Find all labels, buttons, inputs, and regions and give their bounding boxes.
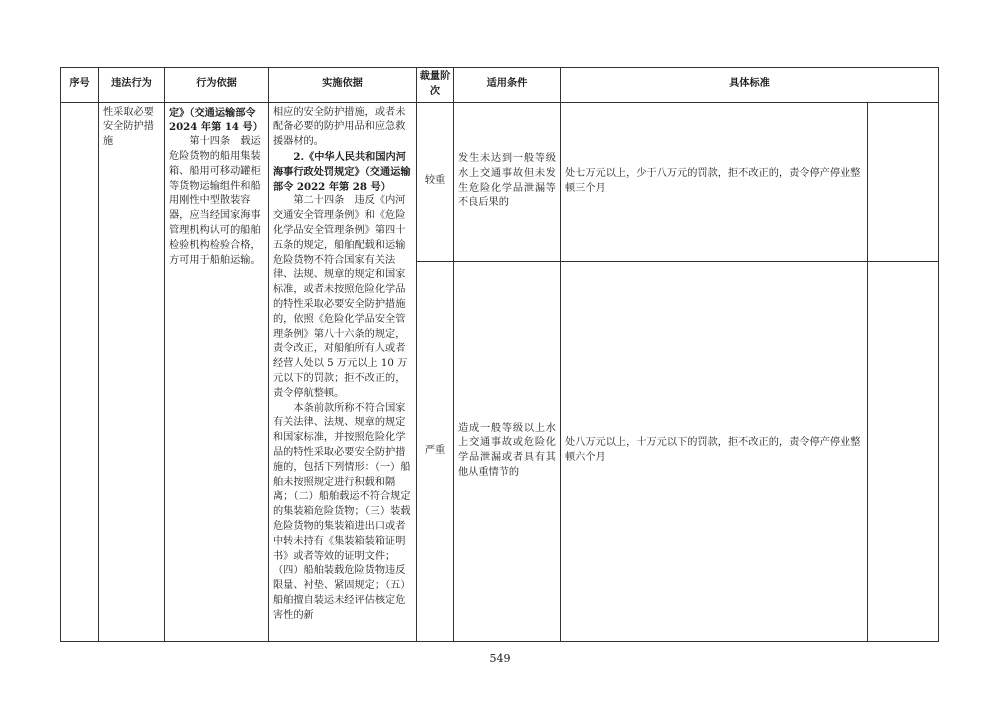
cell-violation: 性采取必要安全防护措施: [99, 102, 165, 641]
cell-standard: 处七万元以上，少于八万元的罚款，拒不改正的，责令停产停业整顿三个月: [561, 102, 868, 261]
header-basis: 行为依据: [165, 68, 269, 103]
table-row: [61, 102, 939, 261]
cell-level: 较重: [417, 102, 454, 261]
impl-heading-2: 2.《中华人民共和国内河海事行政处罚规定》（交通运输部令 2022 年第 28 号）: [273, 150, 411, 193]
cell-basis: [165, 102, 269, 641]
table-header-row: [61, 68, 939, 103]
penalty-standard-table: [60, 67, 939, 642]
basis-heading: 定》（交通运输部令 2024 年第 14 号）: [169, 106, 263, 134]
impl-paragraph-1: 相应的安全防护措施，或者未配备必要的防护用品和应急救援器材的。: [273, 106, 406, 148]
header-seq: 序号: [61, 68, 99, 103]
cell-extra: [868, 102, 939, 261]
page-number: 549: [489, 652, 511, 665]
cell-extra: [868, 261, 939, 641]
cell-level: 严重: [417, 261, 454, 641]
cell-seq: [61, 102, 99, 641]
cell-condition: 发生未达到一般等级水上交通事故但未发生危险化学品泄漏等不良后果的: [454, 102, 561, 261]
cell-condition: 造成一般等级以上水上交通事故或危险化学品泄漏或者具有其他从重情节的: [454, 261, 561, 641]
header-standard: 具体标准: [561, 68, 939, 103]
basis-article: 第十四条 载运危险货物的船用集装箱、船用可移动罐柜等货物运输组件和船用刚性中型散装容器，应当经国家海事管理机构认可的船舶检验机构检验合格，方可用于船舶运输。: [169, 136, 261, 266]
impl-paragraph-2: 第二十四条 违反《内河交通安全管理条例》和《危险化学品安全管理条例》第四十五条的规定，船舶配载和运输危险货物不符合国家有关法律、法规、规章的规定和国家标准，或者未按照危险化学品的特性采取必要安全防护措施的，依照《危险化学品安全管理条例》第八十六条的规定，责令改正，对船舶所有人或者经营人处以 5 万元以上 10 万元以下的罚款；拒不改正的，责令停航整顿。: [273, 195, 408, 399]
cell-standard: 处八万元以上，十万元以下的罚款，拒不改正的，责令停产停业整顿六个月: [561, 261, 868, 641]
header-condition: 适用条件: [454, 68, 561, 103]
header-impl: 实施依据: [269, 68, 417, 103]
impl-paragraph-3: 本条前款所称不符合国家有关法律、法规、规章的规定和国家标准，并按照危险化学品的特性采取必要安全防护措施的，包括下列情形：（一）船舶未按照规定进行积载和隔离；（二）船舶载运不符合规定的集装箱危险货物；（三）装载危险货物的集装箱进出口或者中转未持有《集装箱装箱证明书》或者等效的证明文件；（四）船舶装载危险货物违反限量、衬垫、紧固规定；（五）船舶擅自装运未经评估核定危害性的新: [273, 402, 411, 621]
header-level: 裁量阶次: [417, 68, 454, 103]
cell-impl: [269, 102, 417, 641]
header-violation: 违法行为: [99, 68, 165, 103]
